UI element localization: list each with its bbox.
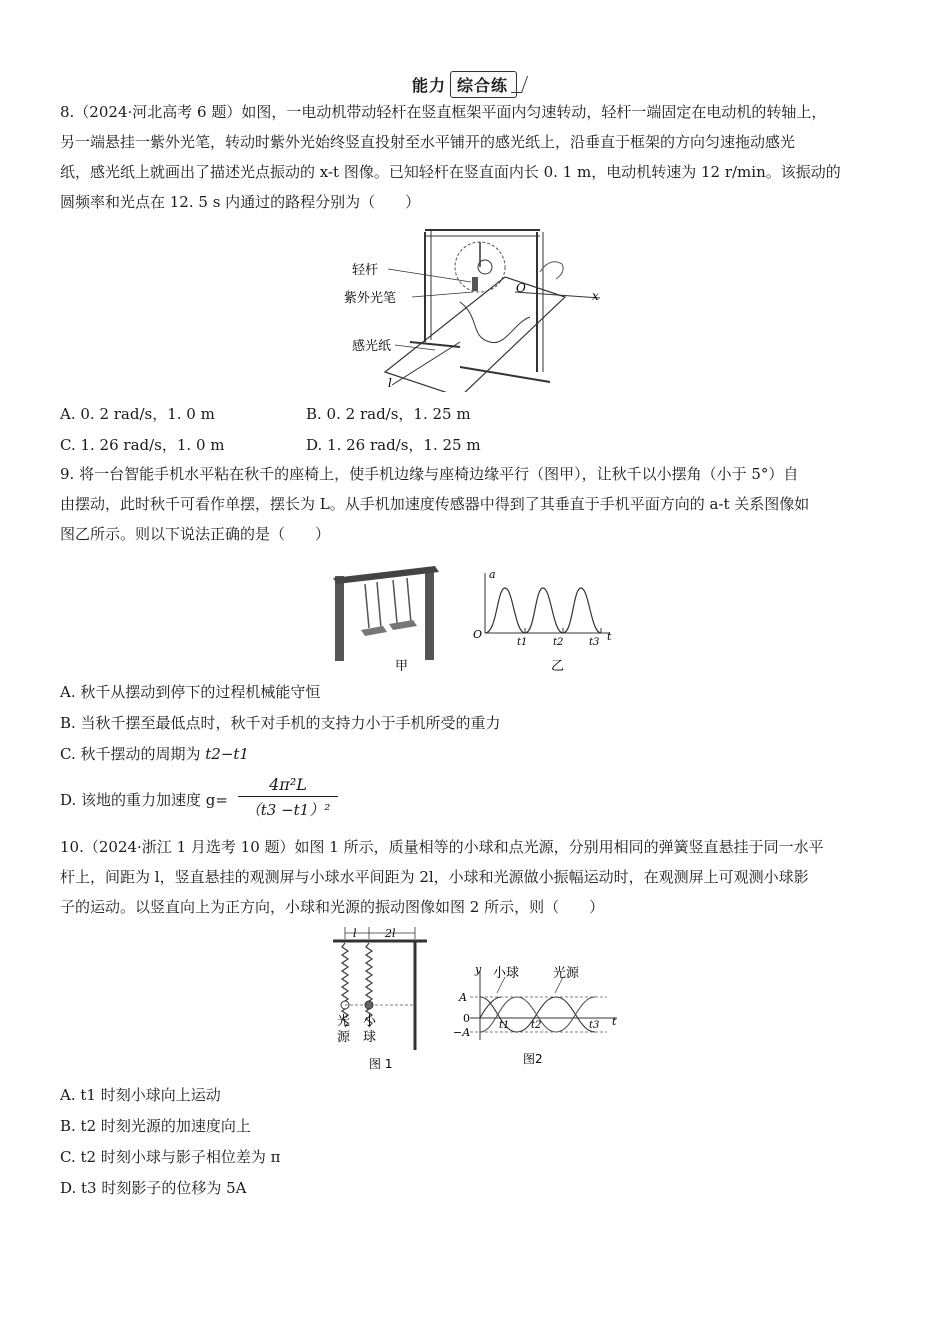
q10-option-a[interactable]: A. t1 时刻小球向上运动	[60, 1086, 221, 1104]
q10-line1: 10.（2024·浙江 1 月选考 10 题）如图 1 所示，质量相等的小球和点光源，分别用相同的弹簧竖直悬挂于同一水平	[60, 838, 824, 856]
q10-tick-t3: t3	[589, 1020, 600, 1031]
q8-option-a[interactable]: A. 0. 2 rad/s，1. 0 m	[60, 405, 215, 423]
q10-line2: 杆上，间距为 l，竖直悬挂的观测屏与小球水平间距为 2l，小球和光源做小振幅运动时，在观测屏上可观测小球影	[60, 868, 809, 886]
q10-axis-zero: 0	[463, 1012, 470, 1025]
q10-label-ball2: 球	[363, 1030, 377, 1045]
q9-option-d-prefix: D. 该地的重力加速度 g=	[60, 791, 228, 809]
q9-option-d-fraction	[238, 775, 338, 820]
q9-figure	[325, 548, 625, 673]
q8-label-pen: 紫外光笔	[344, 291, 397, 306]
q9-line1: 9. 将一台智能手机水平粘在秋千的座椅上，使手机边缘与座椅边缘平行（图甲），让秋千以小摆角（小于 5°）自	[60, 465, 799, 483]
q10-axis-t: t	[612, 1015, 617, 1028]
q9-axis-a: a	[489, 568, 496, 581]
q8-option-b[interactable]: B. 0. 2 rad/s，1. 25 m	[306, 405, 471, 423]
q9-label-yi: 乙	[551, 659, 565, 673]
q9-tick-t3: t3	[589, 637, 600, 648]
q9-option-c-expr: t2−t1	[205, 745, 249, 763]
q10-dim-2l: 2l	[385, 927, 396, 940]
q8-line4: 圆频率和光点在 12. 5 s 内通过的路程分别为（ ）	[60, 193, 421, 211]
q10-dim-l: l	[353, 927, 357, 940]
q8-line1: 8.（2024·河北高考 6 题）如图，一电动机带动轻杆在竖直框架平面内匀速转动，轻杆一端固定在电动机的转轴上，	[60, 103, 827, 121]
q10-option-d[interactable]: D. t3 时刻影子的位移为 5A	[60, 1179, 247, 1197]
q8-line3: 纸，感光纸上就画出了描述光点振动的 x-t 图像。已知轻杆在竖直面内长 0. 1 m，电动机转速为 12 r/min。该振动的	[60, 163, 841, 181]
q9-option-c[interactable]	[60, 743, 249, 764]
q9-label-jia: 甲	[395, 659, 409, 673]
q9-option-d[interactable]	[60, 789, 228, 810]
q10-label-ball1: 小	[363, 1014, 377, 1029]
q10-legend-ball: 小球	[493, 966, 520, 981]
q9-axis-origin: O	[473, 628, 483, 641]
q8-option-d[interactable]: D. 1. 26 rad/s，1. 25 m	[306, 436, 481, 454]
q9-option-d-denominator: （t3 −t1）²	[245, 801, 331, 819]
q10-axis-negA: −A	[453, 1026, 471, 1039]
q10-line3: 子的运动。以竖直向上为正方向，小球和光源的振动图像如图 2 所示，则（ ）	[60, 898, 605, 916]
q8-label-o: O	[516, 281, 526, 295]
q10-caption-fig1: 图 1	[369, 1057, 393, 1071]
q9-line3: 图乙所示。则以下说法正确的是（ ）	[60, 525, 331, 543]
q10-caption-fig2: 图2	[523, 1052, 543, 1066]
q10-option-c[interactable]: C. t2 时刻小球与影子相位差为 π	[60, 1148, 281, 1166]
q10-axis-y: y	[475, 963, 482, 976]
q10-tick-t2: t2	[531, 1020, 542, 1031]
q9-option-d-numerator: 4π²L	[269, 775, 307, 794]
q8-label-l: l	[388, 376, 392, 390]
q9-option-c-prefix: C. 秋千摆动的周期为	[60, 745, 206, 763]
q8-option-c[interactable]: C. 1. 26 rad/s，1. 0 m	[60, 436, 225, 454]
q8-figure	[340, 222, 610, 392]
section-header	[408, 71, 517, 97]
q10-figure	[325, 925, 625, 1075]
q9-option-a[interactable]: A. 秋千从摆动到停下的过程机械能守恒	[60, 683, 321, 701]
q8-line2: 另一端悬挂一紫外光笔，转动时紫外光始终竖直投射至水平铺开的感光纸上，沿垂直于框架的方向匀速拖动感光	[60, 133, 796, 151]
q9-axis-t: t	[607, 630, 612, 643]
q8-label-x: x	[592, 289, 599, 303]
q10-label-light2: 源	[337, 1030, 351, 1045]
q10-label-light1: 光	[337, 1014, 351, 1029]
q9-line2: 由摆动，此时秋千可看作单摆，摆长为 L。从手机加速度传感器中得到了其垂直于手机平面方向的 a-t 关系图像如	[60, 495, 810, 513]
q10-option-b[interactable]: B. t2 时刻光源的加速度向上	[60, 1117, 251, 1135]
q10-legend-light: 光源	[553, 966, 580, 981]
q9-tick-t2: t2	[553, 637, 564, 648]
q8-label-rod: 轻杆	[352, 263, 379, 278]
q10-axis-A: A	[459, 991, 467, 1004]
section-header-part2: 综合练	[450, 71, 517, 98]
section-header-part1: 能力	[412, 75, 447, 95]
q9-tick-t1: t1	[517, 637, 528, 648]
q10-tick-t1: t1	[499, 1020, 510, 1031]
q9-option-b[interactable]: B. 当秋千摆至最低点时，秋千对手机的支持力小于手机所受的重力	[60, 714, 501, 732]
q8-label-paper: 感光纸	[352, 339, 392, 354]
